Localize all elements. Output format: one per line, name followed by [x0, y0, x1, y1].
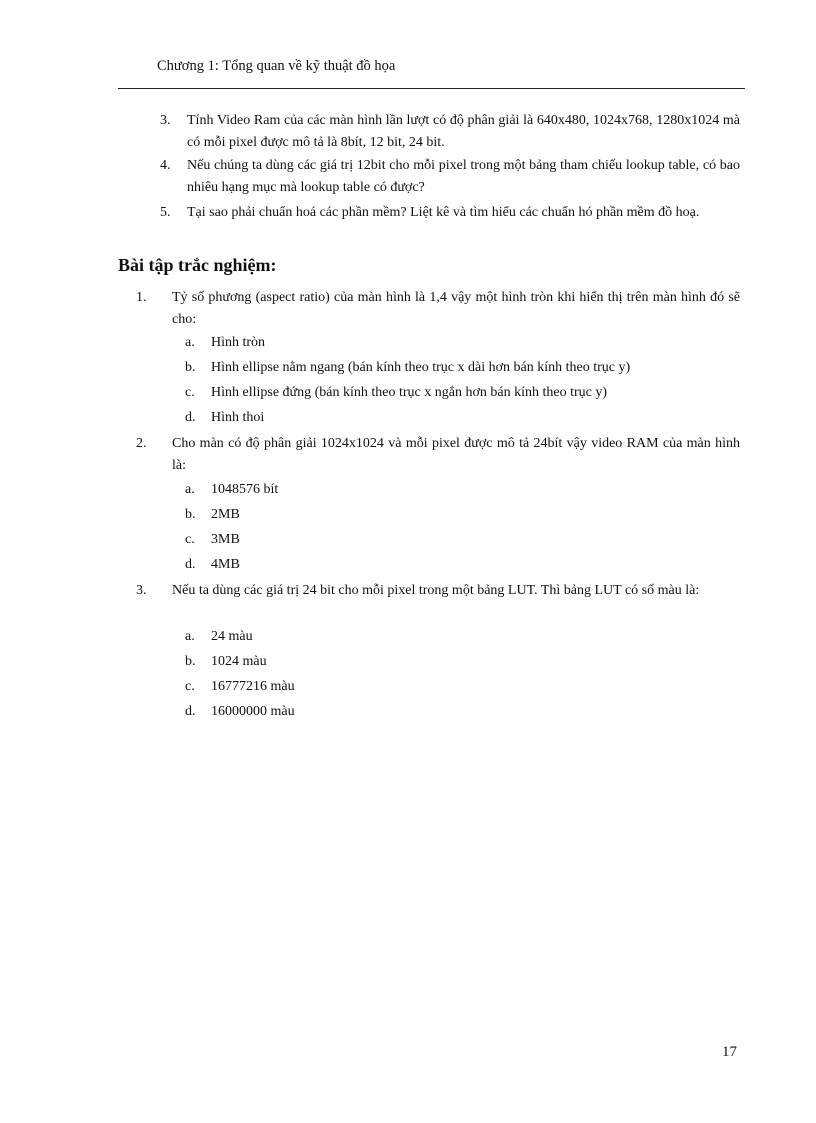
option-text: 16777216 màu	[211, 679, 295, 694]
answer-option	[185, 701, 295, 723]
option-letter: c.	[185, 532, 195, 547]
option-letter: b.	[185, 360, 196, 375]
answer-option	[185, 554, 240, 576]
answer-option	[185, 332, 265, 354]
option-text: 16000000 màu	[211, 704, 295, 719]
answer-option	[185, 626, 253, 648]
answer-option	[185, 382, 607, 404]
option-text: Hình tròn	[211, 335, 266, 350]
section-heading: Bài tập trắc nghiệm:	[118, 255, 277, 275]
option-letter: a.	[185, 482, 195, 497]
option-letter: a.	[185, 629, 195, 644]
exercise-number: 3.	[160, 113, 171, 128]
option-text: 4MB	[211, 557, 240, 572]
exercise-number: 5.	[160, 205, 171, 220]
exercise-text: Tại sao phải chuẩn hoá các phần mềm? Liệt kê và tìm hiểu các chuẩn hó phần mềm đồ hoạ.	[187, 205, 700, 220]
answer-option	[185, 529, 240, 551]
exercise-text: Tính Video Ram của các màn hình lần lượt có độ phân giải là 640x480, 1024x768, 1280x1024 mà có mỗi pixel được mô tả là 8bít, 12 bit, 24 bit.	[187, 113, 740, 150]
answer-option	[185, 651, 267, 673]
question-text: Tỷ số phương (aspect ratio) của màn hình là 1,4 vậy một hình tròn khi hiển thị trên màn hình đó sẽ cho:	[172, 290, 740, 327]
exercise-text: Nếu chúng ta dùng các giá trị 12bit cho mỗi pixel trong một bảng tham chiếu lookup table, có bao nhiêu hạng mục mà lookup table có được?	[187, 158, 740, 195]
answer-option	[185, 357, 630, 379]
question-text: Cho màn có độ phân giải 1024x1024 và mỗi pixel được mô tả 24bít vậy video RAM của màn hình là:	[172, 436, 740, 473]
page-number: 17	[722, 1044, 737, 1060]
option-text: 24 màu	[211, 629, 253, 644]
option-text: 1048576 bít	[211, 482, 279, 497]
option-text: Hình ellipse đứng (bán kính theo trục x ngắn hơn bán kính theo trục y)	[211, 385, 608, 400]
option-text: 3MB	[211, 532, 240, 547]
answer-option	[185, 504, 240, 526]
answer-option	[185, 407, 264, 429]
option-letter: b.	[185, 654, 196, 669]
option-text: 2MB	[211, 507, 240, 522]
exercise-number: 4.	[160, 158, 171, 173]
question-number: 2.	[136, 436, 147, 451]
option-text: 1024 màu	[211, 654, 267, 669]
option-text: Hình thoi	[211, 410, 265, 425]
option-letter: b.	[185, 507, 196, 522]
option-letter: d.	[185, 410, 196, 425]
option-text: Hình ellipse nằm ngang (bán kính theo trục x dài hơn bán kính theo trục y)	[211, 360, 631, 375]
question-text: Nếu ta dùng các giá trị 24 bit cho mỗi pixel trong một bảng LUT. Thì bảng LUT có số màu là:	[172, 583, 700, 598]
option-letter: a.	[185, 335, 195, 350]
question-number: 3.	[136, 583, 147, 598]
question-number: 1.	[136, 290, 147, 305]
option-letter: d.	[185, 557, 196, 572]
option-letter: c.	[185, 385, 195, 400]
page-header-title: Chương 1: Tổng quan về kỹ thuật đồ họa	[157, 58, 396, 74]
option-letter: c.	[185, 679, 195, 694]
option-letter: d.	[185, 704, 196, 719]
header-divider	[118, 88, 745, 89]
answer-option	[185, 479, 278, 501]
answer-option	[185, 676, 295, 698]
